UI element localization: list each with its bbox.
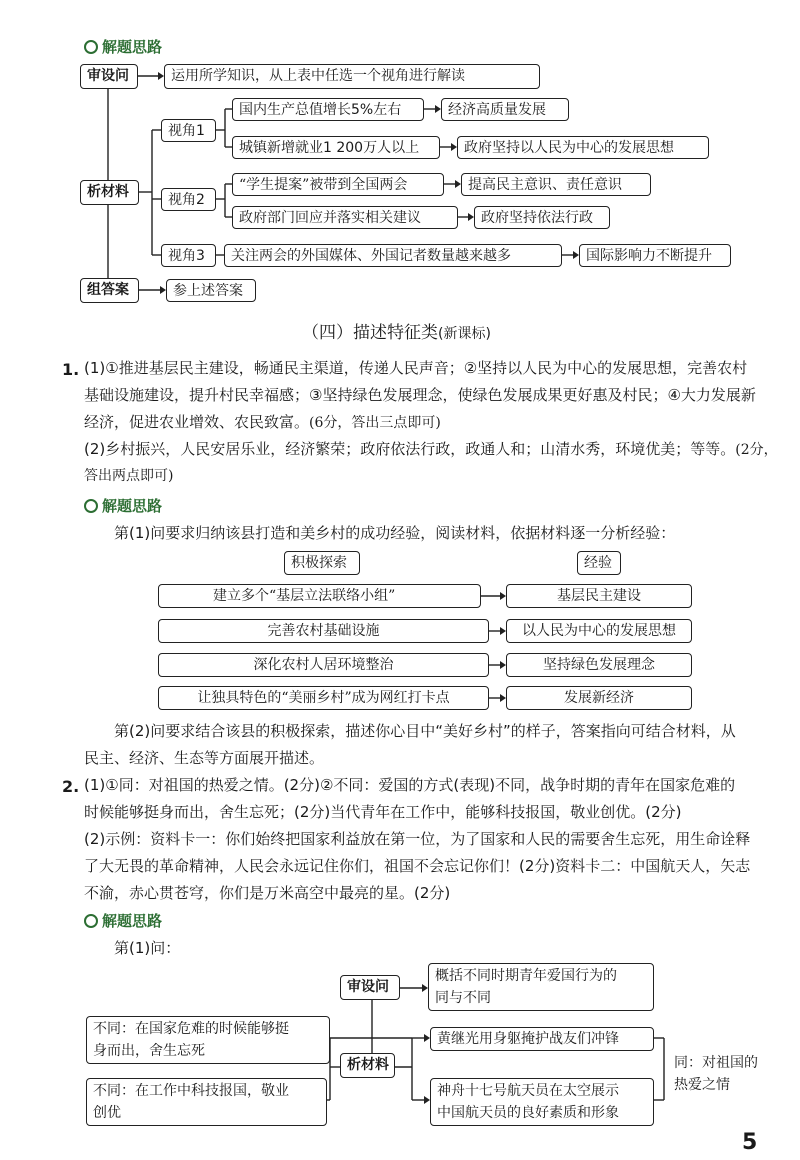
diagram1-view-3-item-a-result: 国际影响力不断提升 [579, 244, 731, 267]
thinking-heading-1: 解题思路 [84, 36, 162, 57]
q2-sub-label: 第(1)问： [114, 939, 181, 957]
table-row-4-left: 让独具特色的“美丽乡村”成为网红打卡点 [158, 686, 489, 710]
q1-analysis-2-line-2: 民主、经济、生态等方面展开描述。 [84, 749, 325, 767]
table-header-left: 积极探索 [284, 551, 360, 575]
thinking-heading-3: 解题思路 [84, 910, 162, 931]
table-header-right: 经验 [577, 551, 621, 575]
table-row-3-right: 坚持绿色发展理念 [506, 653, 692, 677]
q1-line-4: (2)乡村振兴，人民安居乐业，经济繁荣；政府依法行政，政通人和；山清水秀，环境优美；等等。(2分， [84, 440, 778, 458]
q2-line-4: 了大无畏的革命精神，人民会永远记住你们，祖国不会忘记你们！(2分)资料卡二：中国航天人，矢志 [84, 857, 751, 875]
q2-line-3: (2)示例：资料卡一：你们始终把国家利益放在第一位，为了国家和人民的需要舍生忘死，用生命诠释 [84, 830, 751, 848]
diagram1-view-2-item-a: “学生提案”被带到全国两会 [232, 173, 444, 196]
diagram1-view-1-item-b-result: 政府坚持以人民为中心的发展思想 [457, 136, 709, 159]
diagram1-view-1-item-a: 国内生产总值增长5%左右 [232, 98, 424, 121]
diagram1-xi-label: 析材料 [80, 180, 139, 205]
table-row-3-left: 深化农村人居环境整治 [158, 653, 489, 677]
diagram1-view-3: 视角3 [161, 244, 216, 267]
table-row-1-right: 基层民主建设 [506, 584, 692, 608]
section-title: （四）描述特征类(新课标) [302, 323, 491, 343]
diagram3-shen-text: 概括不同时期青年爱国行为的 同与不同 [428, 963, 654, 1011]
diagram1-view-1-item-a-result: 经济高质量发展 [441, 98, 569, 121]
pencil-circle-icon [84, 40, 98, 54]
q1-line-3: 经济，促进农业增效、农民致富。(6分，答出三点即可) [84, 413, 441, 431]
pencil-circle-icon [84, 914, 98, 928]
diagram1-view-2: 视角2 [161, 188, 216, 211]
table-row-4-right: 发展新经济 [506, 686, 692, 710]
q2-line-5: 不渝，赤心贯苍穹，你们是万米高空中最亮的星。(2分) [84, 884, 451, 902]
q1-line-2: 基础设施建设，提升村民幸福感；③坚持绿色发展理念，使绿色发展成果更好惠及村民；④大力发展新 [84, 386, 756, 404]
question-1-number: 1. [62, 360, 80, 379]
diagram3-left-2: 不同：在工作中科技报国，敬业 创优 [86, 1078, 327, 1126]
q1-analysis-2-line-1: 第(2)问要求结合该县的积极探索，描述你心目中“美好乡村”的样子，答案指向可结合材料，从 [114, 722, 736, 740]
diagram1-view-1: 视角1 [161, 119, 216, 142]
diagram1-view-2-item-a-result: 提高民主意识、责任意识 [461, 173, 651, 196]
diagram3-xi-label: 析材料 [340, 1053, 395, 1078]
page-number: 5 [742, 1130, 758, 1155]
diagram1-view-3-item-a: 关注两会的外国媒体、外国记者数量越来越多 [224, 244, 562, 267]
thinking-heading-2: 解题思路 [84, 495, 162, 516]
diagram3-right-1: 黄继光用身躯掩护战友们冲锋 [430, 1027, 654, 1051]
diagram1-zu-label: 组答案 [80, 278, 139, 303]
diagram1-shen-label: 审设问 [80, 64, 138, 89]
diagram1-zu-text: 参上述答案 [166, 279, 256, 302]
question-2-number: 2. [62, 777, 80, 796]
q1-analysis-intro: 第(1)问要求归纳该县打造和美乡村的成功经验，阅读材料，依据材料逐一分析经验： [114, 524, 676, 542]
q2-line-1: (1)①同：对祖国的热爱之情。(2分)②不同：爱国的方式(表现)不同，战争时期的青年在国家危难的 [84, 776, 736, 794]
diagram1-view-2-item-b: 政府部门回应并落实相关建议 [232, 206, 458, 229]
table-row-1-left: 建立多个“基层立法联络小组” [158, 584, 481, 608]
diagram3-right-2: 神舟十七号航天员在太空展示 中国航天员的良好素质和形象 [430, 1078, 654, 1126]
table-row-2-right: 以人民为中心的发展思想 [506, 619, 692, 643]
table-row-2-left: 完善农村基础设施 [158, 619, 489, 643]
diagram3-left-1: 不同：在国家危难的时候能够挺 身而出，舍生忘死 [86, 1016, 330, 1064]
pencil-circle-icon [84, 499, 98, 513]
diagram1-view-2-item-b-result: 政府坚持依法行政 [474, 206, 610, 229]
diagram1-view-1-item-b: 城镇新增就业1 200万人以上 [232, 136, 440, 159]
diagram1-shen-text: 运用所学知识，从上表中任选一个视角进行解读 [164, 64, 540, 89]
q1-line-5: 答出两点即可) [84, 468, 174, 484]
q2-line-2: 时候能够挺身而出，舍生忘死；(2分)当代青年在工作中，能够科技报国，敬业创优。(2分) [84, 803, 682, 821]
q1-line-1: (1)①推进基层民主建设，畅通民主渠道，传递人民声音；②坚持以人民为中心的发展思想，完善农村 [84, 359, 748, 377]
diagram3-same-note: 同：对祖国的 热爱之情 [674, 1055, 758, 1093]
diagram3-shen-label: 审设问 [340, 975, 400, 1000]
